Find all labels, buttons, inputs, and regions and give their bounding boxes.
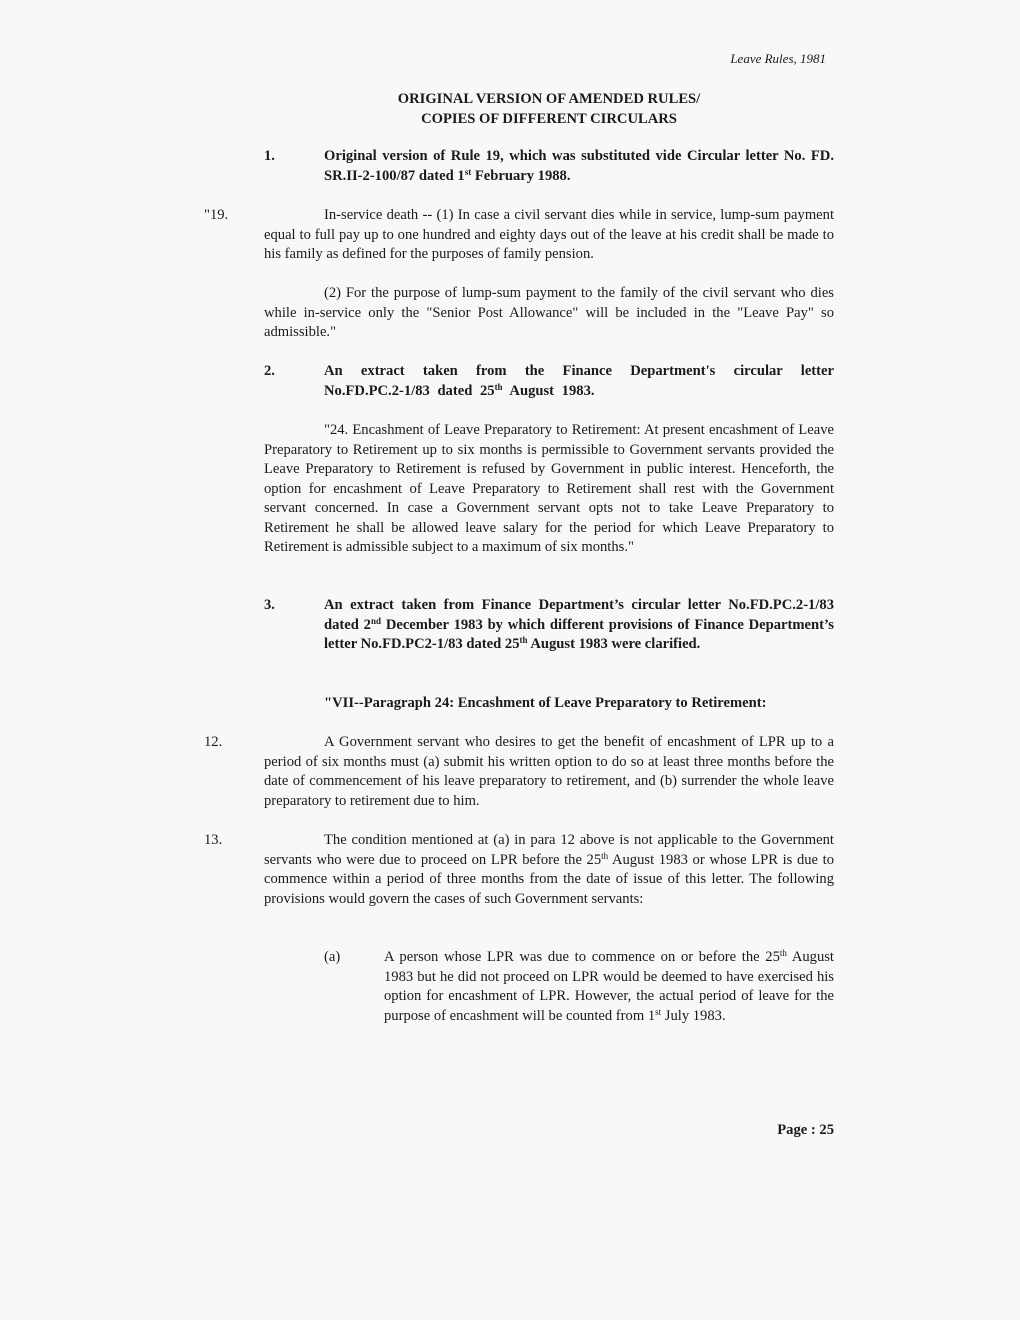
- rule-19-subparagraph-2: (2) For the purpose of lump-sum payment to the family of the civil servant who dies while in-service only the "Senior Post Allowance" will be included in the "Leave Pay" so admissible.": [264, 285, 834, 340]
- heading-text: Original version of Rule 19, which was substituted vide Circular letter No. FD. SR.II-2-100/87 dated 1: [324, 148, 834, 184]
- sub-item-label: (a): [324, 949, 341, 965]
- para-text: A Government servant who desires to get the benefit of encashment of LPR up to a period of six months must (a) submit his written option to do so at least three months before the date of commencement of his leave preparatory to retirement, and (b) surrender the whole leave preparatory to retirement due to him.: [264, 734, 834, 809]
- title-line-1: ORIGINAL VERSION OF AMENDED RULES/: [397, 91, 701, 107]
- heading-text: An extract taken from Finance Department’s circular letter No.FD.PC.2-1/83 dated 2: [324, 597, 834, 633]
- superscript: th: [601, 850, 609, 861]
- item-2-heading: [264, 362, 834, 401]
- heading-text: An extract taken from the Finance Department's circular letter No.FD.PC.2-1/83 dated 25: [324, 363, 834, 399]
- para-number: 12.: [204, 734, 223, 750]
- paragraph-24: "24. Encashment of Leave Preparatory to Retirement: At present encashment of Leave Preparatory to Retirement up to six months is permissible to Government servants provided the Leave Preparatory to Retirement is refused by Government in public interest. Henceforth, the option for encashment of Leave Preparatory to Retirement shall rest with the Government servant concerned. In case a Government servant opts not to take Leave Preparatory to Retirement he shall be allowed leave salary for the period for which Leave Preparatory to Retirement is admissible subject to a maximum of six months.": [264, 422, 834, 555]
- superscript: nd: [370, 615, 381, 626]
- item-number: 1.: [264, 148, 275, 164]
- para-text: A person whose LPR was due to commence on or before the 25: [384, 949, 780, 965]
- running-header: Leave Rules, 1981: [730, 51, 826, 66]
- para-text: In-service death -- (1) In case a civil servant dies while in service, lump-sum payment equal to full pay up to one hundred and eighty days out of the leave at his credit shall be made to his family as defined for the purposes of family pension.: [264, 207, 834, 262]
- para-number: "19.: [204, 207, 229, 223]
- heading-text: August 1983 were clarified.: [527, 636, 701, 652]
- paragraph-13-a: [324, 948, 834, 1026]
- paragraph-13: [204, 831, 834, 909]
- paragraph-12: [204, 733, 834, 811]
- page-title: [264, 90, 834, 129]
- heading-text: August 1983.: [502, 382, 595, 399]
- rule-19-paragraph: [204, 206, 834, 265]
- heading-text: February 1988.: [471, 167, 571, 184]
- item-number: 3.: [264, 597, 275, 613]
- subheading-vii: "VII--Paragraph 24: Encashment of Leave Preparatory to Retirement:: [324, 695, 767, 711]
- item-1-heading: [264, 147, 834, 186]
- para-text: August 1983 but he did not proceed on LPR would be deemed to have exercised his option for encashment of LPR. However, the actual period of leave for the purpose of encashment will be counted from 1: [384, 949, 834, 1024]
- title-line-2: COPIES OF DIFFERENT CIRCULARS: [421, 110, 677, 127]
- para-text: The condition mentioned at (a) in para 12 above is not applicable to the Government servants who were due to proceed on LPR before the 25: [264, 832, 834, 868]
- superscript: th: [779, 948, 787, 958]
- superscript: th: [494, 381, 503, 392]
- item-3-heading: [264, 596, 834, 655]
- heading-text: December 1983 by which different provisions of Finance Department’s letter No.FD.PC2-1/83 dated 25: [324, 616, 834, 652]
- para-number: 13.: [204, 832, 223, 848]
- item-number: 2.: [264, 363, 275, 379]
- superscript: st: [655, 1006, 662, 1017]
- page-number: Page : 25: [777, 1122, 834, 1138]
- para-text: July 1983.: [661, 1007, 726, 1024]
- superscript: st: [464, 166, 472, 177]
- superscript: th: [519, 635, 528, 645]
- para-text: August 1983 or whose LPR is due to commence within a period of three months from the date of issue of this letter. The following provisions would govern the cases of such Government servants:: [264, 851, 834, 907]
